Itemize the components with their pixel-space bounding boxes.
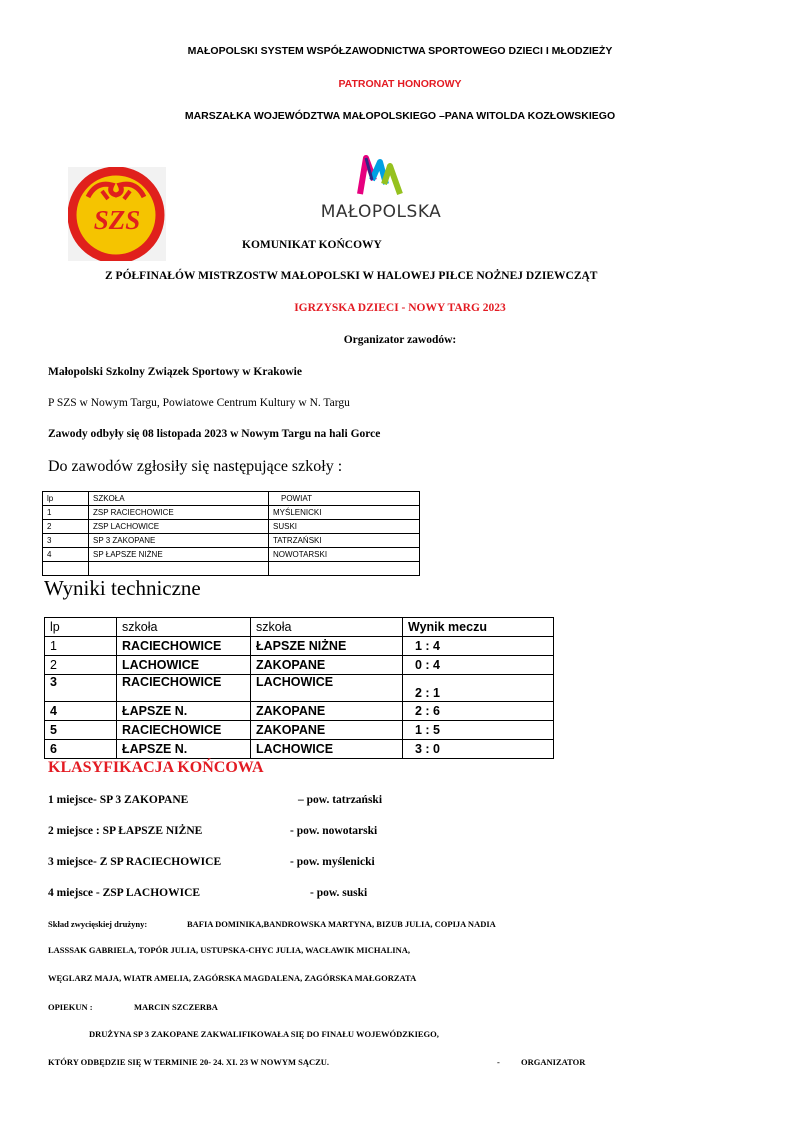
table-cell: RACIECHOWICE xyxy=(117,675,251,702)
malopolska-logo xyxy=(306,150,456,222)
organizer-label: Organizator zawodów: xyxy=(343,334,457,346)
table-row xyxy=(43,534,420,548)
table-row xyxy=(45,721,554,740)
table-cell: 0 : 4 xyxy=(403,656,554,675)
komunikat-title: KOMUNIKAT KOŃCOWY xyxy=(242,239,382,251)
table-header: POWIAT xyxy=(269,492,420,506)
table-row xyxy=(43,506,420,520)
table-cell: LACHOWICE xyxy=(117,656,251,675)
table-cell: ŁAPSZE N. xyxy=(117,740,251,759)
subtitle: Z PÓŁFINAŁÓW MISTRZOSTW MAŁOPOLSKI W HALOWEJ PIŁCE NOŻNEJ DZIEWCZĄT xyxy=(105,270,598,282)
table-header-row xyxy=(43,492,420,506)
coach-label: OPIEKUN : xyxy=(48,1002,93,1012)
table-cell: NOWOTARSKI xyxy=(269,548,420,562)
table-row xyxy=(45,656,554,675)
table-cell: 1 : 4 xyxy=(403,637,554,656)
table-cell: 3 : 0 xyxy=(403,740,554,759)
organizer-line-1: Małopolski Szkolny Związek Sportowy w Krakowie xyxy=(48,366,302,378)
event-title: IGRZYSKA DZIECI - NOWY TARG 2023 xyxy=(294,302,506,314)
szs-logo xyxy=(68,167,166,261)
table-cell: SP ŁAPSZE NIŻNE xyxy=(89,548,269,562)
place-4-county: - pow. suski xyxy=(310,887,368,899)
table-cell: 2 : 6 xyxy=(403,702,554,721)
table-row xyxy=(43,562,420,576)
squad-line-2: LASSSAK GABRIELA, TOPÓR JULIA, USTUPSKA-CHYC JULIA, WACŁAWIK MICHALINA, xyxy=(48,945,411,955)
malopolska-logo-text: MAŁOPOLSKA xyxy=(320,202,442,222)
table-cell: ZAKOPANE xyxy=(251,702,403,721)
place-2: 2 miejsce : SP ŁAPSZE NIŻNE xyxy=(48,825,203,837)
table-cell xyxy=(89,562,269,576)
organizer-line-2: P SZS w Nowym Targu, Powiatowe Centrum Kultury w N. Targu xyxy=(48,397,350,409)
table-header: szkoła xyxy=(251,618,403,637)
table-cell: 6 xyxy=(45,740,117,759)
szs-logo-text: SZS xyxy=(93,205,141,235)
qualification-line-1: DRUŻYNA SP 3 ZAKOPANE ZAKWALIFIKOWAŁA SIĘ DO FINAŁU WOJEWÓDZKIEGO, xyxy=(89,1029,439,1039)
classification-title: KLASYFIKACJA KOŃCOWA xyxy=(48,759,264,776)
schools-intro: Do zawodów zgłosiły się następujące szkoły : xyxy=(48,458,343,475)
table-cell: RACIECHOWICE xyxy=(117,637,251,656)
squad-line-1: BAFIA DOMINIKA,BANDROWSKA MARTYNA, BIZUB JULIA, COPIJA NADIA xyxy=(187,919,496,929)
place-3: 3 miejsce- Z SP RACIECHOWICE xyxy=(48,856,222,868)
qualification-line-2: KTÓRY ODBĘDZIE SIĘ W TERMINIE 20- 24. XI. 23 W NOWYM SĄCZU. xyxy=(48,1057,330,1067)
malopolska-m-icon xyxy=(306,150,456,200)
table-cell: RACIECHOWICE xyxy=(117,721,251,740)
squad-line-3: WĘGLARZ MAJA, WIATR AMELIA, ZAGÓRSKA MAGDALENA, ZAGÓRSKA MAŁGORZATA xyxy=(48,973,417,983)
table-cell: SP 3 ZAKOPANE xyxy=(89,534,269,548)
coach-name: MARCIN SZCZERBA xyxy=(134,1002,218,1012)
table-header: lp xyxy=(43,492,89,506)
date-location: Zawody odbyły się 08 listopada 2023 w Nowym Targu na hali Gorce xyxy=(48,428,381,440)
table-cell: MYŚLENICKI xyxy=(269,506,420,520)
table-cell: LACHOWICE xyxy=(251,675,403,702)
table-cell: 2 xyxy=(43,520,89,534)
table-cell: 5 xyxy=(45,721,117,740)
results-table xyxy=(44,617,554,759)
table-header: Wynik meczu xyxy=(403,618,554,637)
table-cell: SUSKI xyxy=(269,520,420,534)
results-title: Wyniki techniczne xyxy=(44,576,201,600)
table-cell: ZSP RACIECHOWICE xyxy=(89,506,269,520)
table-cell: ZSP LACHOWICE xyxy=(89,520,269,534)
table-cell: 3 xyxy=(43,534,89,548)
qualification-dash: - xyxy=(497,1057,500,1067)
table-cell: ŁAPSZE N. xyxy=(117,702,251,721)
place-3-county: - pow. myślenicki xyxy=(290,856,375,868)
table-cell xyxy=(43,562,89,576)
table-cell: ŁAPSZE NIŻNE xyxy=(251,637,403,656)
qualification-organizer: ORGANIZATOR xyxy=(521,1057,586,1067)
header-line-3: MARSZAŁKA WOJEWÓDZTWA MAŁOPOLSKIEGO –PANA WITOLDA KOZŁOWSKIEGO xyxy=(184,110,616,122)
table-cell: TATRZAŃSKI xyxy=(269,534,420,548)
table-cell: ZAKOPANE xyxy=(251,656,403,675)
table-row xyxy=(45,740,554,759)
place-1: 1 miejsce- SP 3 ZAKOPANE xyxy=(48,794,189,806)
table-cell: 3 xyxy=(45,675,117,702)
table-cell: ZAKOPANE xyxy=(251,721,403,740)
table-header: szkoła xyxy=(117,618,251,637)
table-row xyxy=(45,637,554,656)
table-cell: 2 xyxy=(45,656,117,675)
table-cell: LACHOWICE xyxy=(251,740,403,759)
place-4: 4 miejsce - ZSP LACHOWICE xyxy=(48,887,201,899)
table-cell: 1 xyxy=(45,637,117,656)
table-row xyxy=(43,548,420,562)
table-cell: 1 : 5 xyxy=(403,721,554,740)
table-header: SZKOŁA xyxy=(89,492,269,506)
table-cell: 2 : 1 xyxy=(403,675,554,702)
table-header: lp xyxy=(45,618,117,637)
place-1-county: – pow. tatrzański xyxy=(298,794,383,806)
squad-label: Skład zwycięskiej drużyny: xyxy=(48,919,148,929)
schools-table xyxy=(42,491,420,576)
table-cell: 4 xyxy=(45,702,117,721)
table-row xyxy=(43,520,420,534)
header-line-1: MAŁOPOLSKI SYSTEM WSPÓŁZAWODNICTWA SPORTOWEGO DZIECI I MŁODZIEŻY xyxy=(187,45,613,57)
table-cell: 1 xyxy=(43,506,89,520)
table-cell: 4 xyxy=(43,548,89,562)
table-row xyxy=(45,675,554,702)
header-patronat: PATRONAT HONOROWY xyxy=(338,78,462,90)
place-2-county: - pow. nowotarski xyxy=(290,825,378,837)
table-header-row xyxy=(45,618,554,637)
table-row xyxy=(45,702,554,721)
table-cell xyxy=(269,562,420,576)
